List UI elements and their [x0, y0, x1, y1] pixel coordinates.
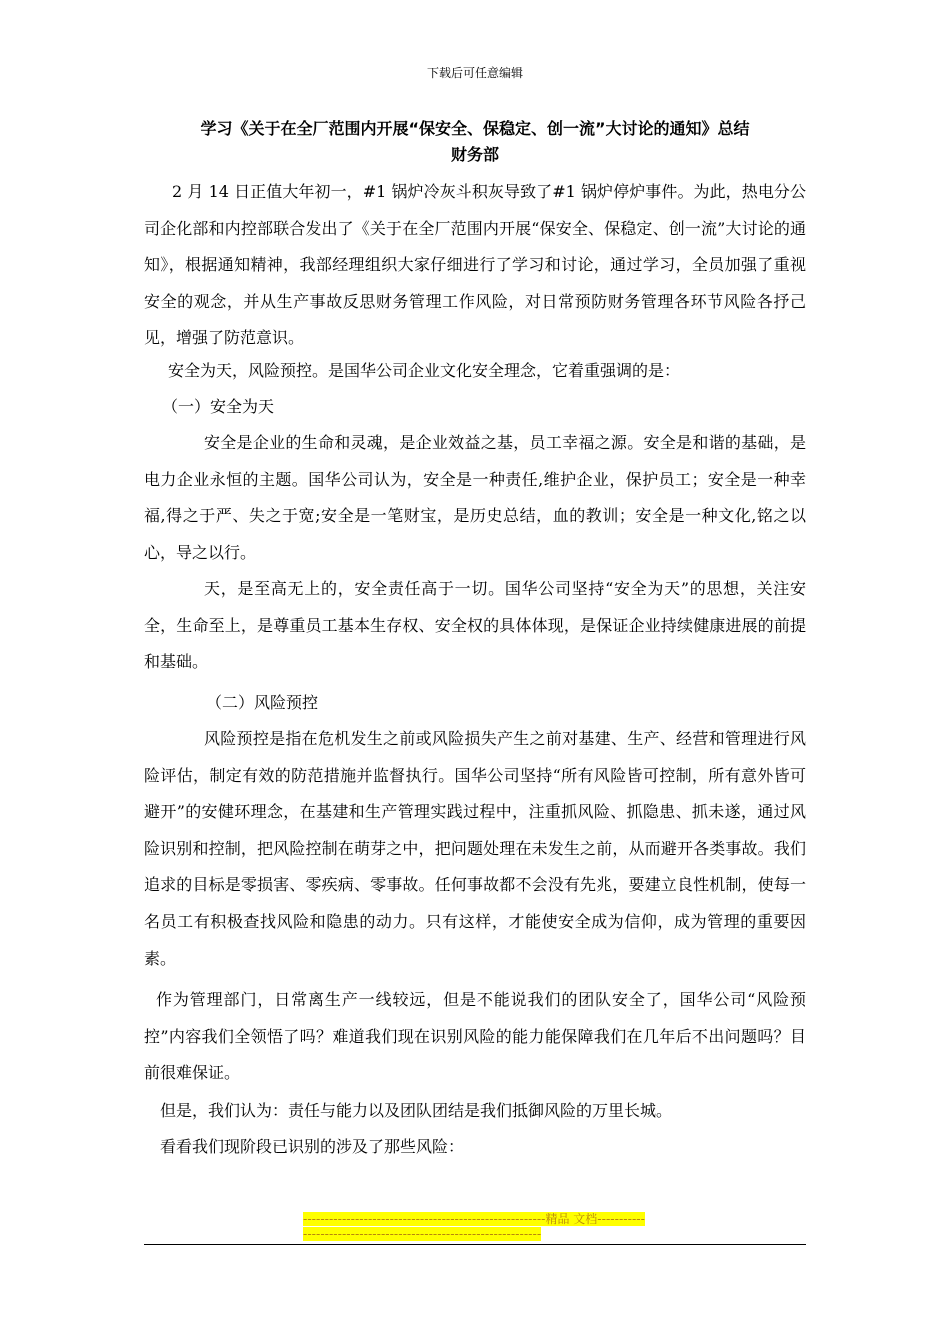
paragraph-risks-intro — [144, 1129, 806, 1166]
footer-divider — [144, 1244, 806, 1245]
paragraph-text: 安全为天，风险预控。是国华公司企业文化安全理念，它着重强调的是： — [168, 361, 681, 380]
header-note: 下载后可任意编辑 — [426, 66, 523, 80]
department-name: 财务部 — [450, 145, 499, 164]
paragraph-safety — [144, 425, 806, 571]
document-title: 学习《关于在全厂范围内开展“保安全、保稳定、创一流”大讨论的通知》总结 — [200, 119, 750, 138]
paragraph-text: 安全是企业的生命和灵魂，是企业效益之基，员工幸福之源。安全是和谐的基础，是电力企业永恒的主题。国华公司认为，安全是一种责任,维护企业，保护员工；安全是一种幸福,得之于严、失之于宽;安全是一笔财宝，是历史总结，血的教训；安全是一种文化,铭之以心，导之以行。 — [144, 433, 806, 562]
paragraph-intro — [144, 174, 806, 357]
section-heading: （二）风险预控 — [206, 693, 319, 712]
paragraph-text: 看看我们现阶段已识别的涉及了那些风险： — [160, 1137, 465, 1156]
paragraph-management — [144, 982, 806, 1092]
section-heading-safety — [144, 389, 806, 426]
section-heading-risk — [144, 685, 806, 722]
paragraph-belief — [144, 1093, 806, 1130]
paragraph-motto — [144, 353, 806, 390]
footer-banner-text: --------------------------------------------------------精品 文档------------------------------------------------------------------ — [303, 1212, 645, 1241]
section-heading: （一）安全为天 — [162, 397, 275, 416]
footer-banner — [303, 1212, 648, 1242]
paragraph-risk — [144, 721, 806, 977]
paragraph-heaven — [144, 571, 806, 681]
paragraph-text: 作为管理部门，日常离生产一线较远，但是不能说我们的团队安全了，国华公司“风险预控”内容我们全领悟了吗？难道我们现在识别风险的能力能保障我们在几年后不出问题吗？目前很难保证。 — [144, 990, 806, 1083]
paragraph-text: 但是，我们认为：责任与能力以及团队团结是我们抵御风险的万里长城。 — [160, 1101, 673, 1120]
paragraph-text: 天，是至高无上的，安全责任高于一切。国华公司坚持“安全为天”的思想，关注安全，生命至上，是尊重员工基本生存权、安全权的具体体现，是保证企业持续健康进展的前提和基础。 — [144, 579, 806, 672]
paragraph-text: 2 月 14 日正值大年初一，#1 锅炉冷灰斗积灰导致了#1 锅炉停炉事件。为此，热电分公司企化部和内控部联合发出了《关于在全厂范围内开展“保安全、保稳定、创一流”大讨论的通知》，根据通知精神，我部经理组织大家仔细进行了学习和讨论，通过学习，全员加强了重视安全的观念，并从生产事故反思财务管理工作风险，对日常预防财务管理各环节风险各抒己见，增强了防范意识。 — [144, 182, 806, 348]
paragraph-text: 风险预控是指在危机发生之前或风险损失产生之前对基建、生产、经营和管理进行风险评估，制定有效的防范措施并监督执行。国华公司坚持“所有风险皆可控制，所有意外皆可避开”的安健环理念，在基建和生产管理实践过程中，注重抓风险、抓隐患、抓未遂，通过风险识别和控制，把风险控制在萌芽之中，把问题处理在未发生之前，从而避开各类事故。我们追求的目标是零损害、零疾病、零事故。任何事故都不会没有先兆，要建立良性机制，使每一名员工有积极查找风险和隐患的动力。只有这样，才能使安全成为信仰，成为管理的重要因素。 — [144, 729, 806, 968]
